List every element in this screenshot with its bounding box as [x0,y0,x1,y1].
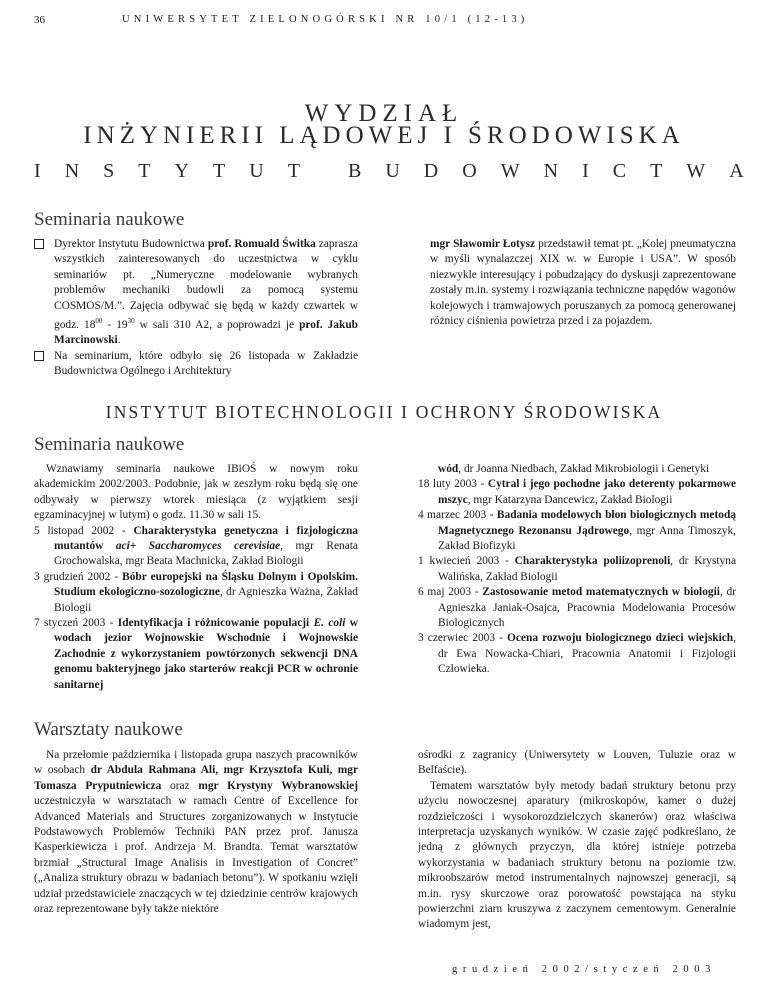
footer-date: grudzień 2002/styczeń 2003 [452,964,716,975]
institute-letter: T [650,160,663,182]
list-item: 3 czerwiec 2003 - Ocena rozwoju biologicznego dzieci wiejskich, dr Ewa Nowacka-Chiari, Pracownia Anatomii i Fizjologii Człowieka. [418,632,737,676]
institute-letter: T [287,160,300,182]
seminaria2-right-column [418,462,736,678]
seminaria2-left-column [34,462,358,693]
institute-letter: T [138,160,151,182]
page-number: 36 [34,14,45,26]
warsztaty-left-column [34,748,358,917]
paragraph: Tematem warsztatów były metody badań struktury betonu przy użyciu nowoczesnej aparatury (mikroskopów, kamer o dużej rozdzielczości i wysokorozdzielczych skanerów) oraz właściwa interpretacja uzyskanych wyników. W czasie zajęć podkreślano, że jedną z głównych przyczyn, dla której istnieje potrzeba wykorzystania w badaniach struktury betonu na poziomie tzw. mikroobszarów metod instrumentalnych najnowszej generacji, są m.in. rysy skurczowe oraz porowatość powstająca na styku powierzchni ziarn kruszywa z zaczynem cementowym. Generalnie wiadomym jest, [418,779,736,931]
list-item: 5 listopad 2002 - Charakterystyka genetyczna i fizjologiczna mutantów aci+ Saccharomyces cerevisiae, mgr Renata Grochowalska, mgr Beata Machnicka, Zakład Biologii [34,524,358,568]
intro-paragraph: Wznawiamy seminaria naukowe IBiOŚ w nowym roku akademickim 2002/2003. Podobnie, jak w zeszłym roku będą się one odbywały w pierwszy wtorek miesiąca (z wyjątkiem sesji egzaminacyjnej w lutym) o godz. 11.30 w sali 15. [34,463,358,522]
seminaria-left-column [34,237,358,379]
institute-letter: O [462,160,477,182]
section-heading-seminaria-1: Seminaria naukowe [34,209,185,230]
list-item: 6 maj 2003 - Zastosowanie metod matematycznych w biologii, dr Agnieszka Janiak-Osajca, Pracownia Modelowania Procesów Biologicznych [418,586,737,630]
institute-letter: W [686,160,706,182]
institute-letter: B [347,160,362,182]
institute-letter: D [423,160,439,182]
institute-letter: C [612,160,627,182]
institute-title [34,160,744,183]
list-item: 18 luty 2003 - Cytral i jego pochodne jako deterenty pokarmowe mszyc, mgr Katarzyna Dancewicz, Zakład Biologii [418,478,737,506]
institute-letter: U [385,160,400,182]
institute-letter: U [249,160,264,182]
institute-letter: A [729,160,744,182]
list-item: Na seminarium, które odbyło się 26 listopada w Zakładzie Budownictwa Ogólnego i Architektury [34,349,358,380]
paragraph: ośrodki z zagranicy (Uniwersytety w Louven, Tuluzie oraz w Belfaście). [418,749,736,777]
faculty-title-line1: WYDZIAŁ [304,100,464,127]
institute-letter: I [34,160,41,182]
institute-letter: W [500,160,520,182]
list-item: Dyrektor Instytutu Budownictwa prof. Romuald Świtka zaprasza wszystkich zainteresowanych do uczestnictwa w cyklu seminariów pt. „Numeryczne modelowanie wybranych problemów mechaniki budowli za pomocą systemu COSMOS/M.”. Zajęcia odbywać się będą w każdy czwartek w godz. $18^{00} - 19^{30}$ w sali 310 A2, a poprowadzi je prof. Jakub Marcinowski. [34,237,358,349]
running-title: UNIWERSYTET ZIELONOGÓRSKI NR 10/1 (12-13) [122,14,529,25]
warsztaty-right-column [418,748,736,933]
institute-letter: N [543,160,559,182]
faculty-title-line2: INŻYNIERII LĄDOWEJ I ŚRODOWISKA [83,122,685,149]
checkbox-bullet-icon [34,351,44,361]
list-item: 3 grudzień 2002 - Bóbr europejski na Śląsku Dolnym i Opolskim. Studium ekologiczno-sozologiczne, dr Agnieszka Ważna, Zakład Biologii [34,570,358,614]
list-item: 4 marzec 2003 - Badania modelowych błon biologicznych metodą Magnetycznego Rezonansu Jądrowego, mgr Anna Timoszyk, Zakład Biofizyki [418,509,736,553]
institute-letter: S [103,160,115,182]
institute-biotechnology-title: INSTYTUT BIOTECHNOLOGII I OCHRONY ŚRODOWISKA [105,402,663,422]
checkbox-bullet-icon [34,239,44,249]
institute-letter: T [213,160,226,182]
paragraph: Na przełomie października i listopada grupa naszych pracowników w osobach dr Abdula Rahmana Ali, mgr Krzysztofa Kuli, mgr Tomasza Pryputniewicza oraz mgr Krystyny Wybranowskiej uczestniczyła w warsztatach w ramach Centre of Excellence for Advanced Materials and Structures zorganizowanych w Instytucie Podstawowych Problemów Techniki PAN przez prof. Janusza Kasperkiewicza i prof. Andrzeja M. Brandta. Temat warsztatów brzmiał „Structural Image Analisis in Investigation of Concret” („Analiza struktury obrazu w badaniach betonu”). W spotkaniu wzięli udział przedstawiciele znaczących w tej dziedzinie centrów krajowych oraz reprezentowane były także niektóre [34,749,359,916]
list-item: 1 kwiecień 2003 - Charakterystyka poliizoprenoli, dr Krystyna Walińska, Zakład Biologii [418,555,736,583]
paragraph: mgr Sławomir Łotysz przedstawił temat pt. „Kolej pneumatyczna w myśli wynalazczej XIX w. w Europie i USA”. W sposób niezwykle interesujący i pobudzający do dyskusji zaprezentowane zostały m.in. systemy i rozwiązania techniczne napędów wagonów kolejowych i tramwajowych poruszanych za pomocą generowanej różnicy ciśnienia powietrza przed i za pojazdem. [430,238,736,328]
institute-letter: N [64,160,80,182]
institute-letter: Y [174,160,189,182]
list-item-continuation: wód, dr Joanna Niedbach, Zakład Mikrobiologii i Genetyki [438,463,710,475]
section-heading-warsztaty: Warsztaty naukowe [34,719,183,740]
seminaria-right-column [430,237,736,329]
section-heading-seminaria-2: Seminaria naukowe [34,434,185,455]
list-item: 7 styczeń 2003 - Identyfikacja i różnicowanie populacji E. coli w wodach jezior Wojnowskie Wschodnie i Wojnowskie Zachodnie z wykorzystaniem powtórzonych sekwencji DNA genomu bakteryjnego jako starterów reakcji PCR w ochronie sanitarnej [34,617,358,691]
institute-letter: I [582,160,589,182]
